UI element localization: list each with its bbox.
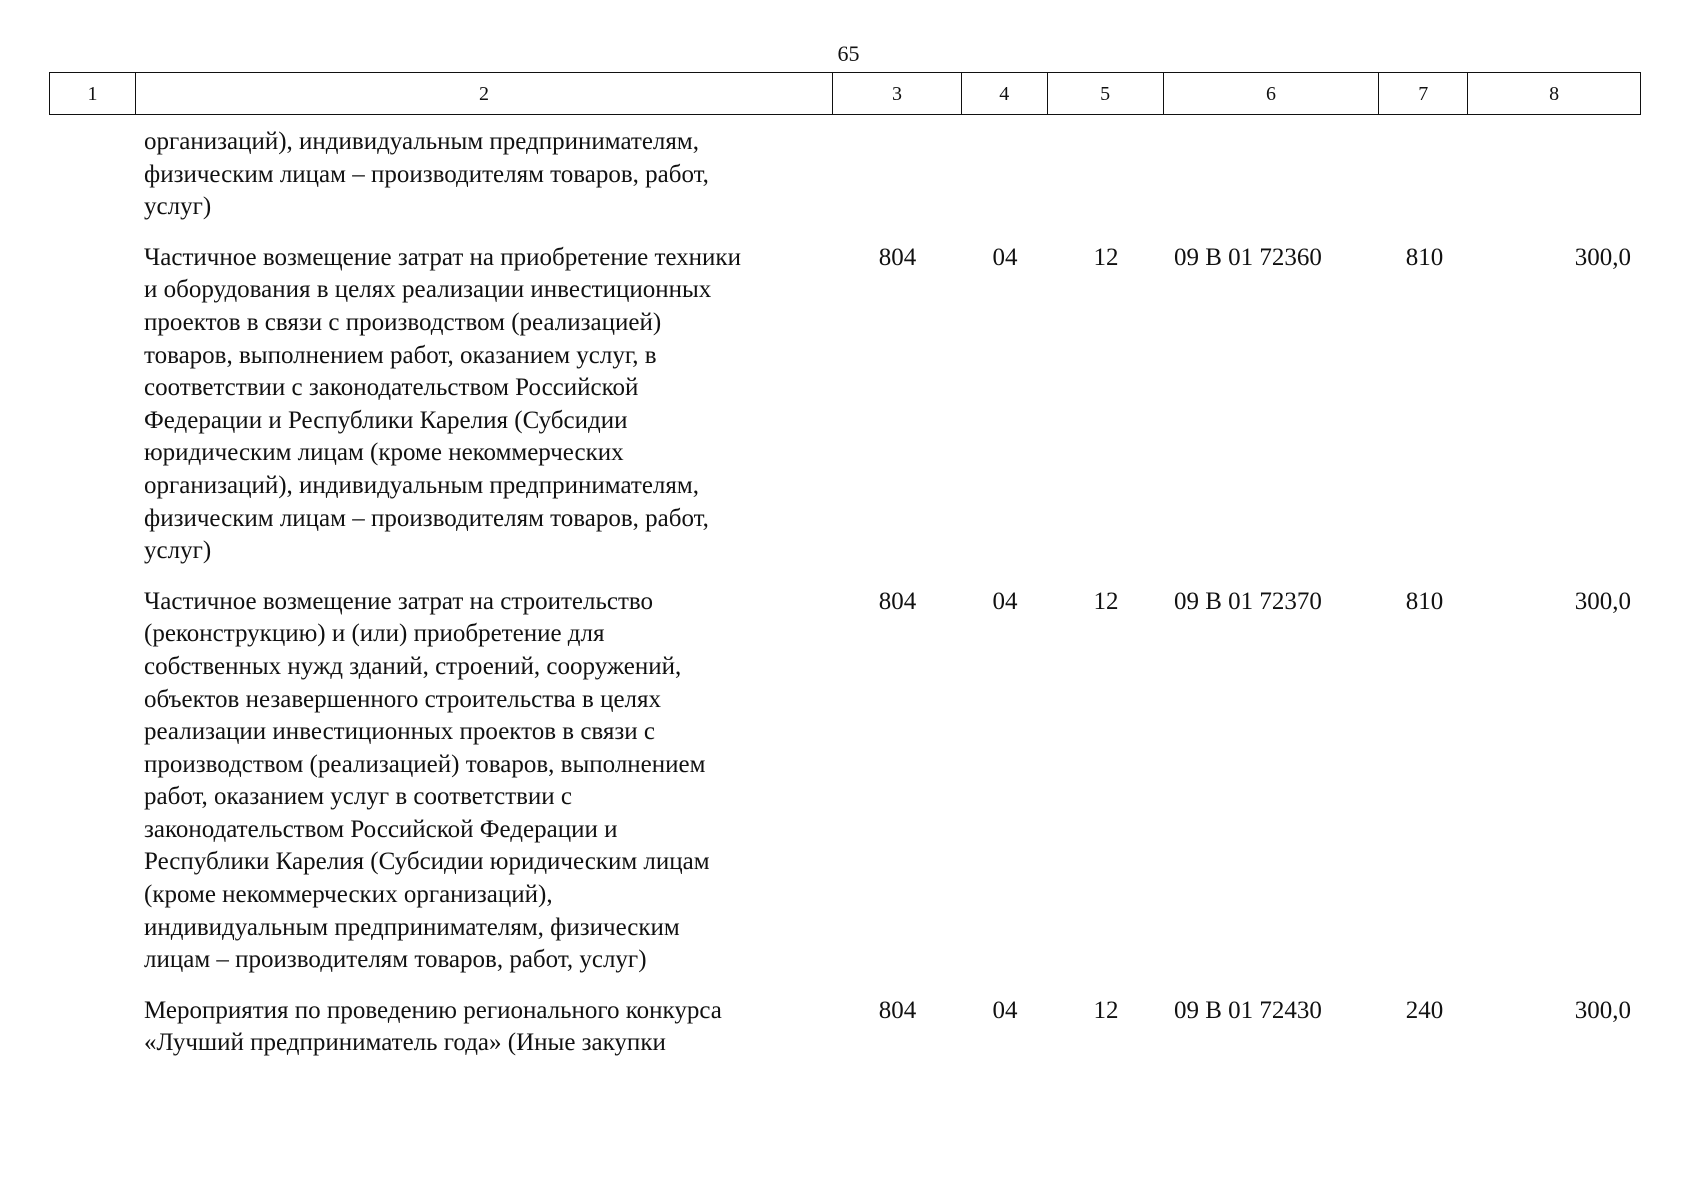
header-cell-4: 4 (962, 73, 1048, 114)
table-row (49, 995, 1641, 1060)
header-cell-5: 5 (1048, 73, 1164, 114)
table-row (49, 242, 1641, 568)
row-col-3: 804 (878, 996, 917, 1024)
row-col-8: 300,0 (1574, 243, 1631, 271)
row-description: Частичное возмещение затрат на строительство (реконструкцию) и (или) приобретение для собственных нужд зданий, строений, сооружений, объектов незавершенного строительства в целях реализации инвестиционных проектов в связи с производством (реализацией) товаров, выполнением работ, оказанием услуг в соответствии с законодательством Российской Федерации и Республики Карелия (Субсидии юридическим лицам (кроме некоммерческих организаций), индивидуальным предпринимателям, физическим лицам – производителям товаров, работ, услуг) (144, 587, 710, 974)
header-cell-2: 2 (136, 73, 833, 114)
row-col-6: 09 В 01 72430 (1174, 996, 1322, 1024)
row-col-4: 04 (992, 587, 1018, 615)
header-cell-7: 7 (1379, 73, 1468, 114)
header-cell-3: 3 (833, 73, 962, 114)
row-col-4: 04 (992, 996, 1018, 1024)
table-body (49, 126, 1641, 1078)
header-cell-1: 1 (50, 73, 136, 114)
row-col-6: 09 В 01 72370 (1174, 587, 1322, 615)
table-header (49, 72, 1641, 115)
table-row (49, 586, 1641, 977)
row-col-5: 12 (1093, 587, 1119, 615)
header-cell-6: 6 (1164, 73, 1380, 114)
row-col-3: 804 (878, 587, 917, 615)
row-col-8: 300,0 (1574, 996, 1631, 1024)
row-col-8: 300,0 (1574, 587, 1631, 615)
row-col-3: 804 (878, 243, 917, 271)
row-col-7: 810 (1405, 243, 1444, 271)
row-col-5: 12 (1093, 243, 1119, 271)
row-description: Мероприятия по проведению регионального конкурса «Лучший предприниматель года» (Иные закупки (144, 996, 722, 1057)
page-number: 65 (837, 41, 860, 66)
row-description: Частичное возмещение затрат на приобретение техники и оборудования в целях реализации инвестиционных проектов в связи с производством (реализацией) товаров, выполнением работ, оказанием услуг, в соответствии с законодательством Российской Федерации и Республики Карелия (Субсидии юридическим лицам (кроме некоммерческих организаций), индивидуальным предпринимателям, физическим лицам – производителям товаров, работ, услуг) (144, 243, 741, 565)
row-col-6: 09 В 01 72360 (1174, 243, 1322, 271)
row-col-7: 240 (1405, 996, 1444, 1024)
header-cell-8: 8 (1549, 83, 1560, 105)
table-row (49, 126, 1641, 224)
row-col-5: 12 (1093, 996, 1119, 1024)
row-col-4: 04 (992, 243, 1018, 271)
row-col-7: 810 (1405, 587, 1444, 615)
row-description: организаций), индивидуальным предпринимателям, физическим лицам – производителям товаров, работ, услуг) (144, 128, 709, 221)
